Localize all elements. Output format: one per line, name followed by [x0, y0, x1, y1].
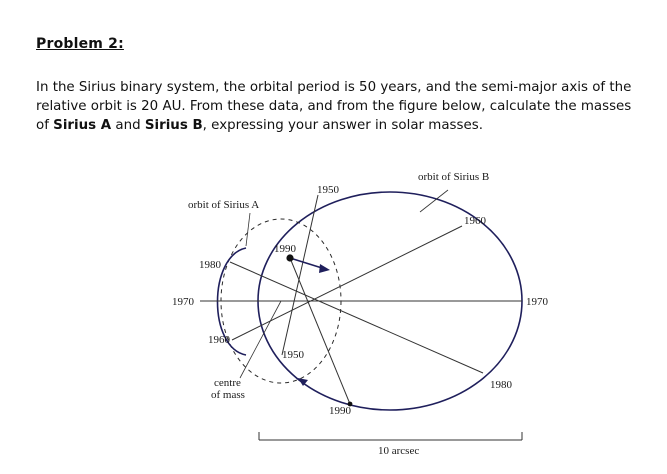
year-a-1950: 1950 [282, 349, 304, 361]
scale-label: 10 arcsec [378, 445, 420, 457]
orbit-a-label: orbit of Sirius A [188, 199, 260, 211]
orbit-a-label-pointer [246, 213, 250, 246]
sirius-a-marker [286, 254, 293, 261]
centre-label-pointer [240, 301, 281, 378]
orbit-b-label: orbit of Sirius B [418, 171, 490, 183]
year-b-1980: 1980 [490, 379, 512, 391]
sirius-b-name: Sirius B [144, 118, 203, 133]
line-1960 [232, 226, 462, 340]
centre-label-line2: of mass [211, 389, 245, 401]
sirius-a-name: Sirius A [53, 118, 112, 133]
year-b-1960: 1960 [464, 215, 486, 227]
problem-text-part1: In the Sirius binary system, the orbital period is 50 years, and the semi-major axis of the relative orbit is 20 AU. From these data, and from the figure below, calculate the masses of [36, 80, 632, 133]
year-b-1990: 1990 [329, 405, 351, 417]
centre-label-line1: centre [214, 377, 241, 389]
line-1990 [290, 258, 350, 404]
year-a-1960: 1960 [208, 334, 230, 346]
problem-heading: Problem 2: [36, 36, 124, 52]
problem-text-and: and [111, 118, 145, 133]
year-b-1950: 1950 [317, 184, 339, 196]
year-b-1970: 1970 [526, 296, 548, 308]
scale-bar [259, 432, 522, 440]
arrow-orbit-a-top [290, 258, 330, 273]
problem-text-part2: , expressing your answer in solar masses. [202, 118, 483, 133]
year-a-1980: 1980 [199, 259, 221, 271]
year-a-1990: 1990 [274, 243, 296, 255]
year-a-1970: 1970 [172, 296, 194, 308]
line-1950 [282, 195, 318, 355]
